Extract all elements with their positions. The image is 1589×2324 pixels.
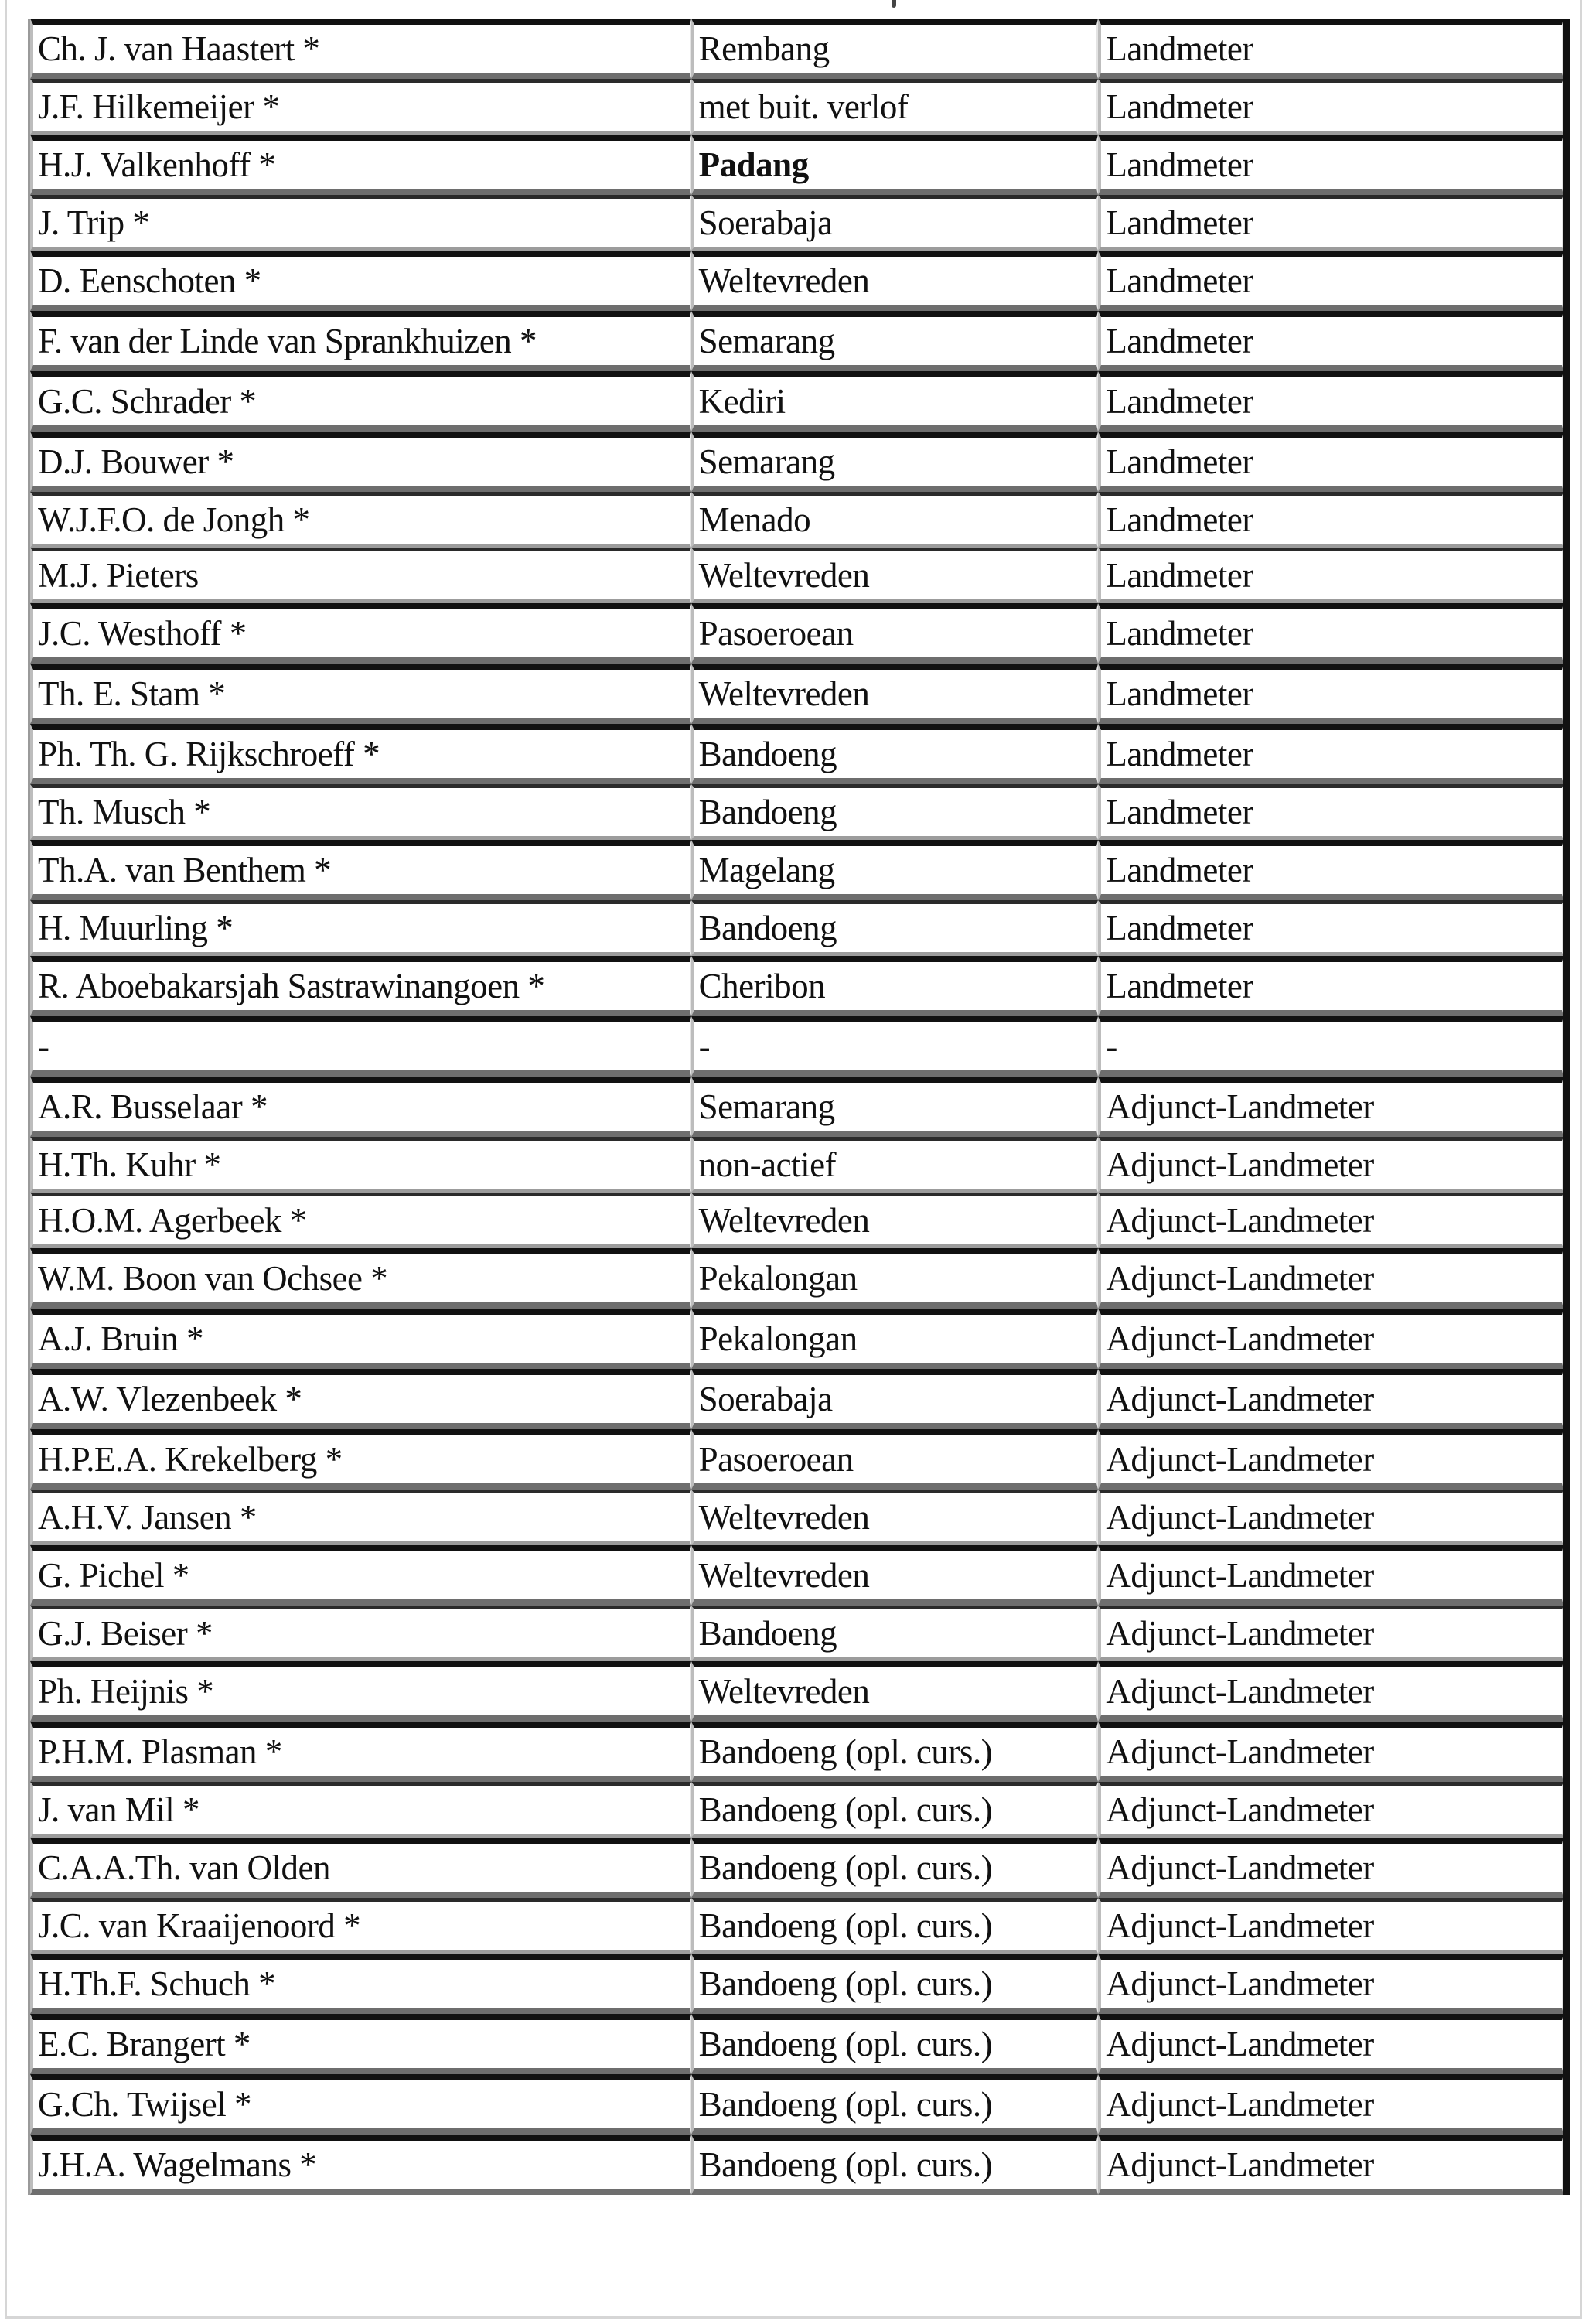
name-cell: H.J. Valkenhoff *: [30, 135, 691, 195]
table-row: [30, 2074, 1563, 2135]
name-cell: H.Th.F. Schuch *: [30, 1954, 691, 2014]
place-cell: Weltevreden: [691, 664, 1099, 724]
place-cell: Menado: [691, 492, 1099, 548]
place-cell: Semarang: [691, 1077, 1099, 1137]
table-row: [30, 1782, 1563, 1838]
name-cell: A.W. Vlezenbeek *: [30, 1369, 691, 1429]
place-cell: Bandoeng: [691, 1606, 1099, 1661]
table-row: [30, 1838, 1563, 1898]
place-cell: Bandoeng (opl. curs.): [691, 2135, 1099, 2195]
table-row: [30, 1248, 1563, 1309]
rank-cell: Adjunct-Landmeter: [1098, 1248, 1563, 1309]
name-cell: H.O.M. Agerbeek *: [30, 1193, 691, 1248]
name-cell: -: [30, 1016, 691, 1077]
rank-cell: Landmeter: [1098, 79, 1563, 135]
place-cell: Cheribon: [691, 956, 1099, 1016]
rank-cell: Landmeter: [1098, 135, 1563, 195]
table-row: [30, 311, 1563, 371]
name-cell: G.Ch. Twijsel *: [30, 2074, 691, 2135]
place-cell: Padang: [691, 135, 1099, 195]
personnel-table: [28, 19, 1570, 2195]
table-row: [30, 492, 1563, 548]
table-row: [30, 784, 1563, 840]
table-row: [30, 195, 1563, 251]
rank-cell: Adjunct-Landmeter: [1098, 1429, 1563, 1490]
name-cell: J.C. van Kraaijenoord *: [30, 1898, 691, 1954]
rank-cell: Adjunct-Landmeter: [1098, 1137, 1563, 1193]
place-cell: Rembang: [691, 19, 1099, 79]
rank-cell: Adjunct-Landmeter: [1098, 1369, 1563, 1429]
name-cell: Th. Musch *: [30, 784, 691, 840]
table-row: [30, 1369, 1563, 1429]
name-cell: J.H.A. Wagelmans *: [30, 2135, 691, 2195]
rank-cell: Adjunct-Landmeter: [1098, 1545, 1563, 1606]
name-cell: W.M. Boon van Ochsee *: [30, 1248, 691, 1309]
place-cell: Bandoeng (opl. curs.): [691, 2014, 1099, 2074]
name-cell: Ph. Th. G. Rijkschroeff *: [30, 724, 691, 784]
name-cell: Th.A. van Benthem *: [30, 840, 691, 900]
place-cell: Semarang: [691, 311, 1099, 371]
name-cell: A.J. Bruin *: [30, 1309, 691, 1369]
table-row: [30, 1309, 1563, 1369]
place-cell: Weltevreden: [691, 1661, 1099, 1722]
name-cell: J. van Mil *: [30, 1782, 691, 1838]
place-cell: Bandoeng (opl. curs.): [691, 1898, 1099, 1954]
place-cell: Soerabaja: [691, 195, 1099, 251]
place-cell: Weltevreden: [691, 1490, 1099, 1545]
name-cell: A.H.V. Jansen *: [30, 1490, 691, 1545]
rank-cell: Landmeter: [1098, 492, 1563, 548]
place-cell: Pasoeroean: [691, 1429, 1099, 1490]
table-row: [30, 840, 1563, 900]
table-row: [30, 371, 1563, 432]
rank-cell: Landmeter: [1098, 548, 1563, 603]
table-row: [30, 724, 1563, 784]
place-cell: Bandoeng (opl. curs.): [691, 1954, 1099, 2014]
place-cell: Bandoeng (opl. curs.): [691, 1838, 1099, 1898]
name-cell: D. Eenschoten *: [30, 251, 691, 311]
table-row: [30, 1661, 1563, 1722]
place-cell: met buit. verlof: [691, 79, 1099, 135]
table-row: [30, 1193, 1563, 1248]
place-cell: Bandoeng: [691, 724, 1099, 784]
place-cell: Semarang: [691, 432, 1099, 492]
table-row: [30, 1429, 1563, 1490]
personnel-table-body: [30, 19, 1563, 2195]
rank-cell: Adjunct-Landmeter: [1098, 1309, 1563, 1369]
place-cell: Pasoeroean: [691, 603, 1099, 664]
table-row: [30, 956, 1563, 1016]
name-cell: F. van der Linde van Sprankhuizen *: [30, 311, 691, 371]
name-cell: G.J. Beiser *: [30, 1606, 691, 1661]
place-cell: Weltevreden: [691, 1193, 1099, 1248]
name-cell: H.Th. Kuhr *: [30, 1137, 691, 1193]
cropped-glyph-mark: [892, 0, 896, 8]
rank-cell: Adjunct-Landmeter: [1098, 1954, 1563, 2014]
rank-cell: Landmeter: [1098, 311, 1563, 371]
rank-cell: Adjunct-Landmeter: [1098, 1606, 1563, 1661]
rank-cell: Adjunct-Landmeter: [1098, 2135, 1563, 2195]
place-cell: Pekalongan: [691, 1248, 1099, 1309]
rank-cell: Adjunct-Landmeter: [1098, 1661, 1563, 1722]
table-row: [30, 1077, 1563, 1137]
table-row: [30, 1545, 1563, 1606]
rank-cell: Landmeter: [1098, 251, 1563, 311]
name-cell: Ph. Heijnis *: [30, 1661, 691, 1722]
name-cell: C.A.A.Th. van Olden: [30, 1838, 691, 1898]
name-cell: R. Aboebakarsjah Sastrawinangoen *: [30, 956, 691, 1016]
table-row: [30, 603, 1563, 664]
name-cell: E.C. Brangert *: [30, 2014, 691, 2074]
place-cell: Pekalongan: [691, 1309, 1099, 1369]
place-cell: Bandoeng (opl. curs.): [691, 1722, 1099, 1782]
place-cell: Weltevreden: [691, 251, 1099, 311]
name-cell: G.C. Schrader *: [30, 371, 691, 432]
table-row: [30, 1490, 1563, 1545]
rank-cell: Adjunct-Landmeter: [1098, 2014, 1563, 2074]
place-cell: Bandoeng (opl. curs.): [691, 2074, 1099, 2135]
table-row: [30, 664, 1563, 724]
table-row: [30, 2135, 1563, 2195]
rank-cell: Landmeter: [1098, 664, 1563, 724]
name-cell: J. Trip *: [30, 195, 691, 251]
rank-cell: -: [1098, 1016, 1563, 1077]
name-cell: P.H.M. Plasman *: [30, 1722, 691, 1782]
name-cell: G. Pichel *: [30, 1545, 691, 1606]
name-cell: W.J.F.O. de Jongh *: [30, 492, 691, 548]
place-cell: Bandoeng: [691, 784, 1099, 840]
table-row: [30, 1722, 1563, 1782]
place-cell: Magelang: [691, 840, 1099, 900]
rank-cell: Adjunct-Landmeter: [1098, 2074, 1563, 2135]
rank-cell: Adjunct-Landmeter: [1098, 1722, 1563, 1782]
table-row: [30, 1954, 1563, 2014]
rank-cell: Adjunct-Landmeter: [1098, 1490, 1563, 1545]
place-cell: Soerabaja: [691, 1369, 1099, 1429]
table-row: [30, 548, 1563, 603]
rank-cell: Landmeter: [1098, 371, 1563, 432]
rank-cell: Landmeter: [1098, 19, 1563, 79]
rank-cell: Landmeter: [1098, 900, 1563, 956]
rank-cell: Landmeter: [1098, 724, 1563, 784]
table-row: [30, 19, 1563, 79]
name-cell: J.F. Hilkemeijer *: [30, 79, 691, 135]
table-row: [30, 1898, 1563, 1954]
rank-cell: Adjunct-Landmeter: [1098, 1838, 1563, 1898]
name-cell: J.C. Westhoff *: [30, 603, 691, 664]
place-cell: Weltevreden: [691, 1545, 1099, 1606]
table-row: [30, 2014, 1563, 2074]
place-cell: non-actief: [691, 1137, 1099, 1193]
table-row: [30, 1606, 1563, 1661]
name-cell: D.J. Bouwer *: [30, 432, 691, 492]
rank-cell: Landmeter: [1098, 195, 1563, 251]
table-row: [30, 900, 1563, 956]
table-row: [30, 1016, 1563, 1077]
rank-cell: Landmeter: [1098, 432, 1563, 492]
name-cell: H.P.E.A. Krekelberg *: [30, 1429, 691, 1490]
place-cell: Bandoeng: [691, 900, 1099, 956]
rank-cell: Landmeter: [1098, 603, 1563, 664]
name-cell: A.R. Busselaar *: [30, 1077, 691, 1137]
rank-cell: Adjunct-Landmeter: [1098, 1193, 1563, 1248]
rank-cell: Landmeter: [1098, 956, 1563, 1016]
rank-cell: Adjunct-Landmeter: [1098, 1898, 1563, 1954]
place-cell: -: [691, 1016, 1099, 1077]
table-row: [30, 432, 1563, 492]
table-row: [30, 79, 1563, 135]
name-cell: M.J. Pieters: [30, 548, 691, 603]
table-row: [30, 1137, 1563, 1193]
rank-cell: Landmeter: [1098, 784, 1563, 840]
rank-cell: Adjunct-Landmeter: [1098, 1077, 1563, 1137]
name-cell: Ch. J. van Haastert *: [30, 19, 691, 79]
name-cell: Th. E. Stam *: [30, 664, 691, 724]
table-row: [30, 251, 1563, 311]
place-cell: Kediri: [691, 371, 1099, 432]
place-cell: Bandoeng (opl. curs.): [691, 1782, 1099, 1838]
rank-cell: Landmeter: [1098, 840, 1563, 900]
rank-cell: Adjunct-Landmeter: [1098, 1782, 1563, 1838]
table-row: [30, 135, 1563, 195]
place-cell: Weltevreden: [691, 548, 1099, 603]
name-cell: H. Muurling *: [30, 900, 691, 956]
